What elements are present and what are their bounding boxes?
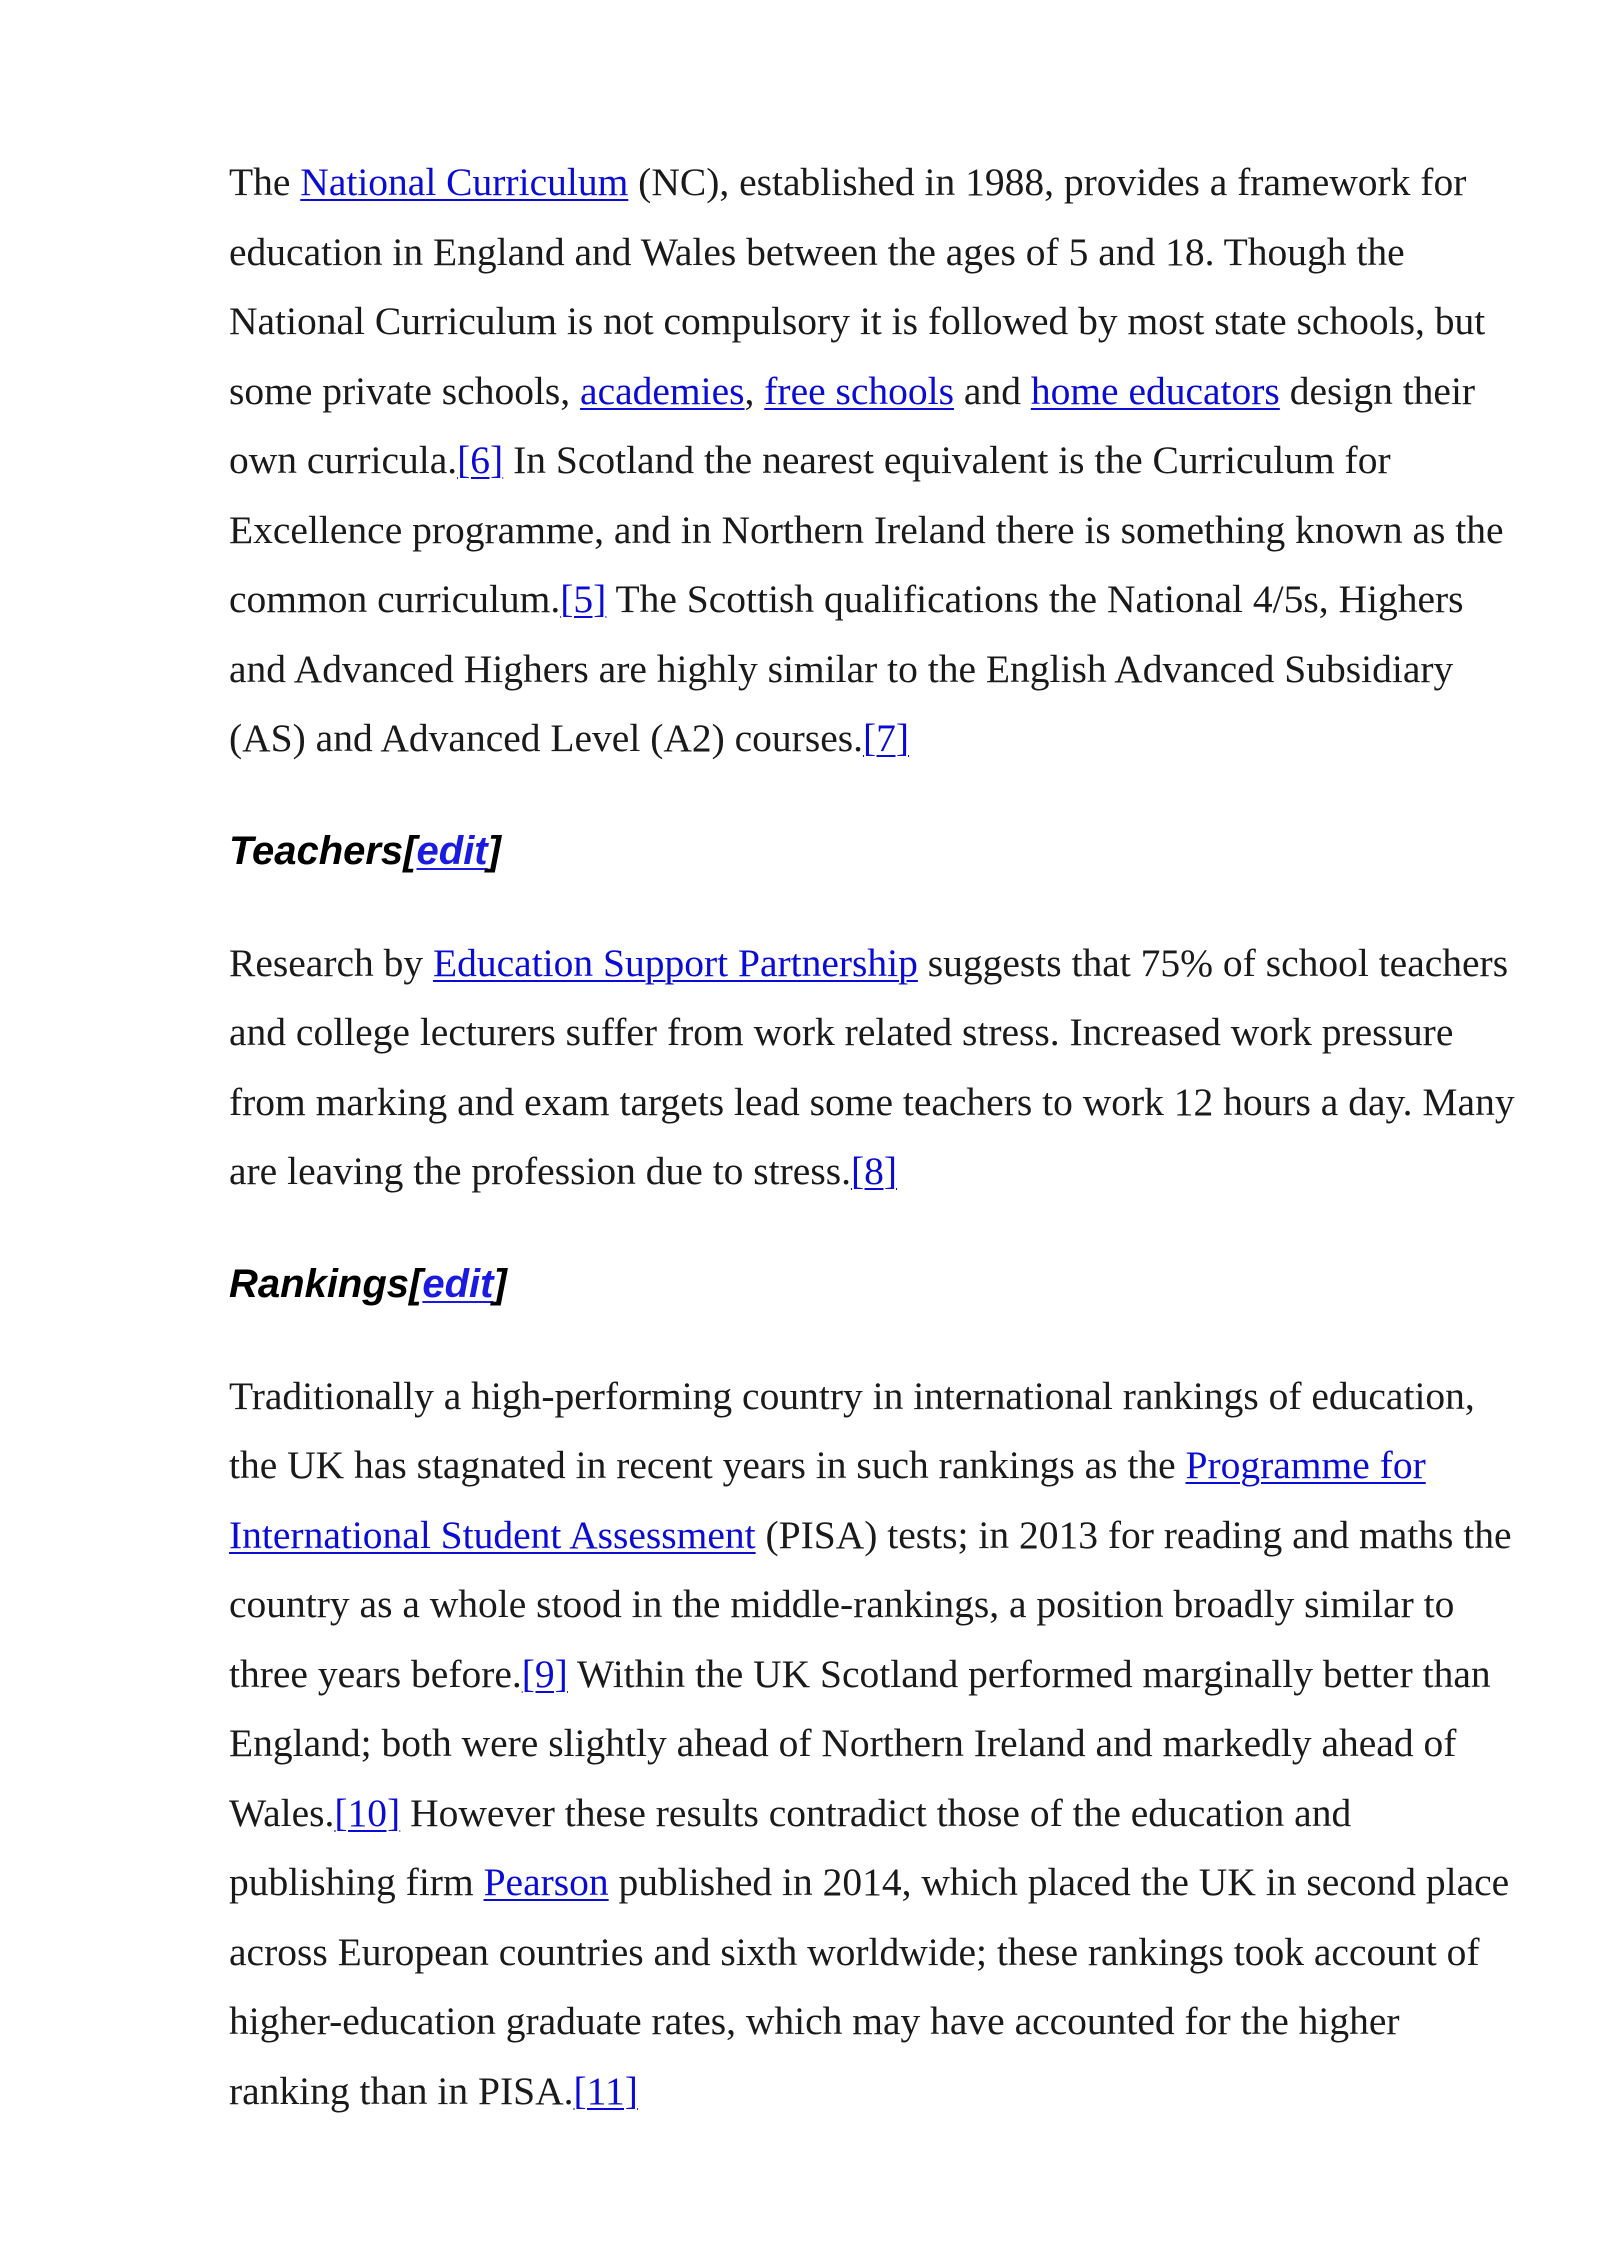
link-free-schools[interactable]: free schools — [764, 368, 955, 413]
text: Research by — [229, 940, 433, 985]
text: design their own curricula. — [229, 368, 1476, 482]
reference-link-10[interactable]: [10] — [334, 1790, 401, 1835]
text: Within the UK Scotland performed marginally better than England; both were slightly ahead of Northern Ireland and markedly ahead of Wales. — [229, 1651, 1491, 1835]
reference-link-7[interactable]: [7] — [863, 716, 910, 760]
section-heading-teachers — [229, 826, 1519, 876]
text: suggests that 75% of school teachers and college lecturers suffer from work related stress. Increased work pressure from marking and exam targets lead some teachers to work 12 hours a day. Many are leaving the profession due to stress. — [229, 940, 1515, 1193]
text: (NC), established in 1988, provides a framework for education in England and Wales between the ages of 5 and 18. Though the National Curriculum is not compulsory it is followed by most state schools, but some private schools, — [229, 160, 1486, 413]
paragraph-rankings — [229, 1362, 1519, 2127]
article-content — [229, 148, 1519, 2126]
text: However these results contradict those of the education and publishing firm — [229, 1790, 1352, 1904]
reference-link-6[interactable]: [6] — [457, 438, 504, 482]
link-home-educators[interactable]: home educators — [1030, 368, 1280, 413]
heading-text: Rankings — [229, 1261, 410, 1306]
text: The Scottish qualifications the National 4/5s, Highers and Advanced Highers are highly similar to the English Advanced Subsidiary (AS) and Advanced Level (A2) courses. — [229, 577, 1464, 760]
paragraph-curriculum — [229, 148, 1519, 774]
reference-link-5[interactable]: [5] — [560, 577, 607, 621]
heading-text: Teachers — [229, 828, 404, 873]
paragraph-teachers — [229, 929, 1519, 1207]
text: In Scotland the nearest equivalent is the Curriculum for Excellence programme, and in Northern Ireland there is something known as the common curriculum. — [229, 438, 1504, 621]
text: and — [954, 368, 1031, 413]
link-academies[interactable]: academies — [580, 368, 745, 413]
section-heading-rankings — [229, 1259, 1519, 1309]
edit-link-rankings[interactable]: edit — [422, 1261, 494, 1306]
text: published in 2014, which placed the UK in second place across European countries and sixth worldwide; these rankings took account of higher-education graduate rates, which may have accounted for the higher ranking than in PISA. — [229, 1860, 1510, 2113]
text: The — [229, 160, 301, 204]
text: (PISA) tests; in 2013 for reading and maths the country as a whole stood in the middle-rankings, a position broadly similar to three years before. — [229, 1512, 1512, 1696]
bracket: [ — [409, 1261, 423, 1306]
bracket: [ — [403, 828, 417, 873]
text: , — [744, 368, 765, 413]
text: Traditionally a high-performing country in international rankings of education, the UK has stagnated in recent years in such rankings as the — [229, 1373, 1475, 1487]
bracket: ] — [487, 828, 501, 873]
edit-link-teachers[interactable]: edit — [416, 828, 488, 873]
link-education-support-partnership[interactable]: Education Support Partnership — [433, 940, 918, 985]
link-pearson[interactable]: Pearson — [483, 1860, 609, 1904]
bracket: ] — [493, 1261, 507, 1306]
reference-link-8[interactable]: [8] — [850, 1149, 898, 1193]
reference-link-9[interactable]: [9] — [521, 1651, 568, 1696]
link-pisa[interactable]: Programme for International Student Assessment — [229, 1443, 1426, 1557]
link-national-curriculum[interactable]: National Curriculum — [300, 160, 629, 204]
reference-link-11[interactable]: [11] — [573, 2068, 638, 2113]
